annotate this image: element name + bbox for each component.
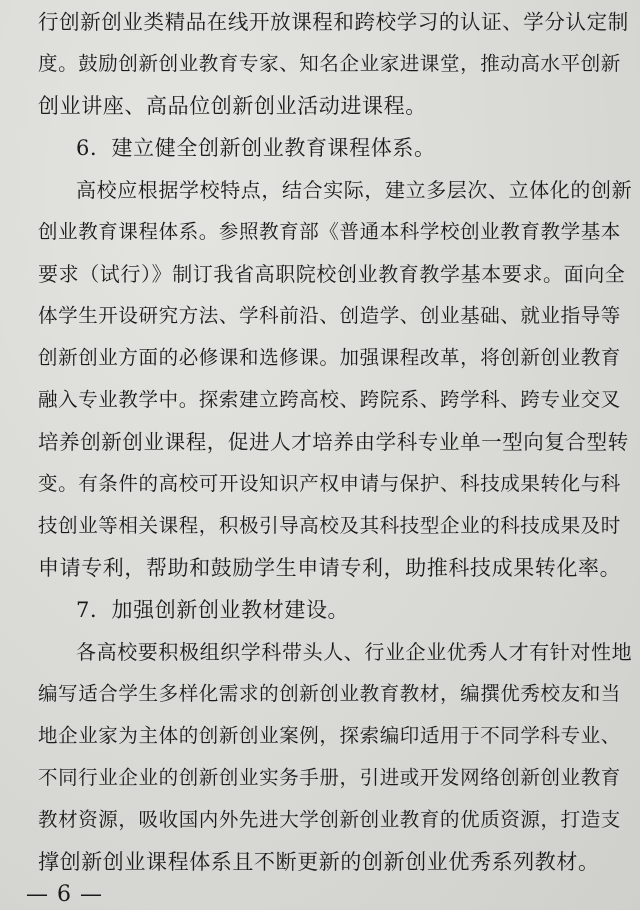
text-line: 各高校要积极组织学科带头人、行业企业优秀人才有针对性地 xyxy=(76,640,633,664)
text-line: 教材资源，吸收国内外先进大学创新创业教育的优质资源，打造支 xyxy=(38,808,621,831)
text-line: 技创业等相关课程，积极引导高校及其科技型企业的科技成果及时 xyxy=(38,514,621,537)
page-number: — 6 — xyxy=(26,882,103,907)
text-line: 变。有条件的高校可开设知识产权申请与保护、科技成果转化与科 xyxy=(38,472,621,495)
section-heading: 6．建立健全创新创业教育课程体系。 xyxy=(76,136,436,160)
text-line: 融入专业教学中。探索建立跨高校、跨院系、跨学科、跨专业交叉 xyxy=(38,388,621,411)
text-line: 度。鼓励创新创业教育专家、知名企业家进课堂，推动高水平创新 xyxy=(38,52,621,75)
text-line: 体学生开设研究方法、学科前沿、创造学、创业基础、就业指导等 xyxy=(38,304,621,327)
text-line: 地企业家为主体的创新创业案例，探索编印适用于不同学科专业、 xyxy=(38,724,621,747)
text-line: 培养创新创业课程，促进人才培养由学科专业单一型向复合型转 xyxy=(38,430,629,454)
text-line: 撑创新创业课程体系且不断更新的创新创业优秀系列教材。 xyxy=(38,850,600,874)
text-line: 创业教育课程体系。参照教育部《普通本科学校创业教育教学基本 xyxy=(38,220,621,243)
text-line: 创新创业方面的必修课和选修课。加强课程改革，将创新创业教育 xyxy=(38,346,621,369)
text-line: 编写适合学生多样化需求的创新创业教育教材，编撰优秀校友和当 xyxy=(38,682,621,705)
text-line: 不同行业企业的创新创业实务手册，引进或开发网络创新创业教育 xyxy=(38,766,621,789)
text-line: 行创新创业类精品在线开放课程和跨校学习的认证、学分认定制 xyxy=(38,10,629,34)
text-line: 要求（试行）》制订我省高职院校创业教育教学基本要求。面向全 xyxy=(38,262,626,286)
text-line: 创业讲座、高品位创新创业活动进课程。 xyxy=(38,94,427,118)
section-heading: 7．加强创新创业教材建设。 xyxy=(76,598,350,622)
text-line: 高校应根据学校特点，结合实际，建立多层次、立体化的创新 xyxy=(76,178,633,202)
text-line: 申请专利，帮助和鼓励学生申请专利，助推科技成果转化率。 xyxy=(38,556,622,580)
